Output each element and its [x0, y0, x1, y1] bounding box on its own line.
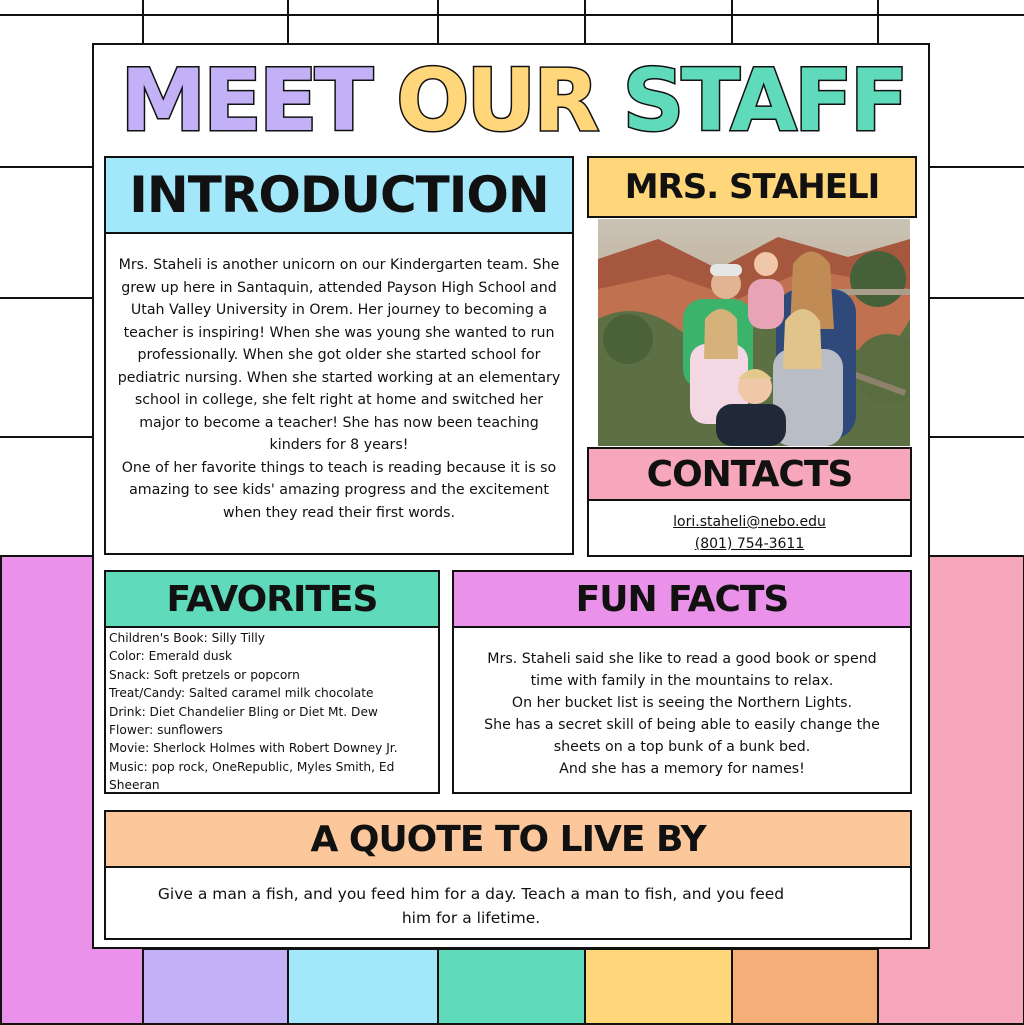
contacts-list [589, 511, 910, 555]
contact-phone-link[interactable]: (801) 754-3611 [694, 536, 805, 552]
grid-line [731, 0, 733, 45]
page-title [100, 51, 926, 151]
quote-heading [104, 810, 912, 868]
fun-facts-box [452, 626, 912, 794]
fun-fact-line: sheets on a top bunk of a bunk bed. [553, 739, 811, 755]
family-photo-image [598, 219, 910, 446]
grid-line [437, 0, 439, 45]
quote-heading-text: A QUOTE TO LIVE BY [310, 818, 706, 860]
favorites-heading [104, 570, 440, 628]
fun-fact-line: Mrs. Staheli said she like to read a good book or spend [487, 651, 877, 667]
favorite-item: Snack: Soft pretzels or popcorn [109, 667, 300, 682]
fun-fact-line: On her bucket list is seeing the Northern Lights. [511, 695, 853, 711]
color-block-blue [287, 948, 439, 1025]
grid-line [930, 166, 1024, 168]
favorite-item: Music: pop rock, OneRepublic, Myles Smith, Ed [109, 759, 395, 774]
staff-card [92, 43, 930, 949]
favorite-item: Children's Book: Silly Tilly [109, 631, 266, 645]
fun-fact-line: time with family in the mountains to relax. [530, 673, 834, 689]
fun-fact-line: She has a secret skill of being able to easily change the [484, 717, 880, 733]
favorite-item: Color: Emerald dusk [109, 649, 232, 664]
color-block-yellow [584, 948, 733, 1025]
color-block-purple [142, 948, 289, 1025]
family-photo [598, 219, 910, 446]
color-block-teal [437, 948, 586, 1025]
staff-name-heading [587, 156, 917, 218]
contacts-box [587, 499, 912, 557]
introduction-heading-text: INTRODUCTION [129, 166, 549, 224]
introduction-heading [104, 156, 574, 234]
introduction-paragraph-1: Mrs. Staheli is another unicorn on our Kindergarten team. She grew up here in Santaquin, attended Payson High School and Utah Valley University in Orem. Her journey to becoming a teacher is inspiring! When she was young she wanted to run professionally. When she got older she started school for pediatric nursing. When she started working at an elementary school in college, she felt right at home and switched her major to become a teacher! She has now been teaching kinders for 8 years! [117, 257, 561, 453]
grid-line [930, 436, 1024, 438]
fun-facts-heading-text: FUN FACTS [575, 578, 789, 620]
introduction-paragraph-2: One of her favorite things to teach is reading because it is so amazing to see kids' amazing progress and the excitement when they read their first words. [121, 459, 557, 521]
quote-box [104, 866, 912, 940]
favorite-item: Flower: sunflowers [109, 723, 223, 738]
title-word-staff: STAFF [622, 51, 906, 151]
quote-text [106, 882, 836, 930]
staff-name: MRS. STAHELI [624, 167, 880, 207]
contacts-heading [587, 447, 912, 501]
title-word-meet: MEET [120, 51, 371, 151]
favorites-box [104, 626, 440, 794]
grid-line [0, 297, 94, 299]
quote-line: Give a man a fish, and you feed him for a day. Teach a man to fish, and you feed [157, 885, 785, 903]
grid-line [0, 14, 1024, 16]
grid-line [0, 166, 94, 168]
fun-facts-heading [452, 570, 912, 628]
contacts-heading-text: CONTACTS [646, 453, 853, 495]
quote-line: him for a lifetime. [401, 909, 541, 927]
favorites-heading-text: FAVORITES [166, 578, 378, 620]
grid-line [584, 0, 586, 45]
color-block-orange [731, 948, 879, 1025]
fun-fact-line: And she has a memory for names! [559, 761, 805, 777]
favorite-item: Drink: Diet Chandelier Bling or Diet Mt. Dew [109, 704, 378, 719]
favorite-item: Treat/Candy: Salted caramel milk chocolate [109, 686, 374, 701]
contact-email-link[interactable]: lori.staheli@nebo.edu [673, 514, 826, 530]
introduction-text [114, 254, 564, 524]
title-word-our: OUR [396, 51, 597, 151]
favorite-item: Movie: Sherlock Holmes with Robert Downey Jr. [109, 741, 398, 756]
grid-line [0, 436, 94, 438]
introduction-box [104, 232, 574, 555]
fun-facts-text [454, 648, 910, 780]
favorite-item: Sheeran [109, 778, 160, 793]
grid-line [930, 297, 1024, 299]
favorites-list [109, 629, 398, 795]
grid-line [287, 0, 289, 45]
